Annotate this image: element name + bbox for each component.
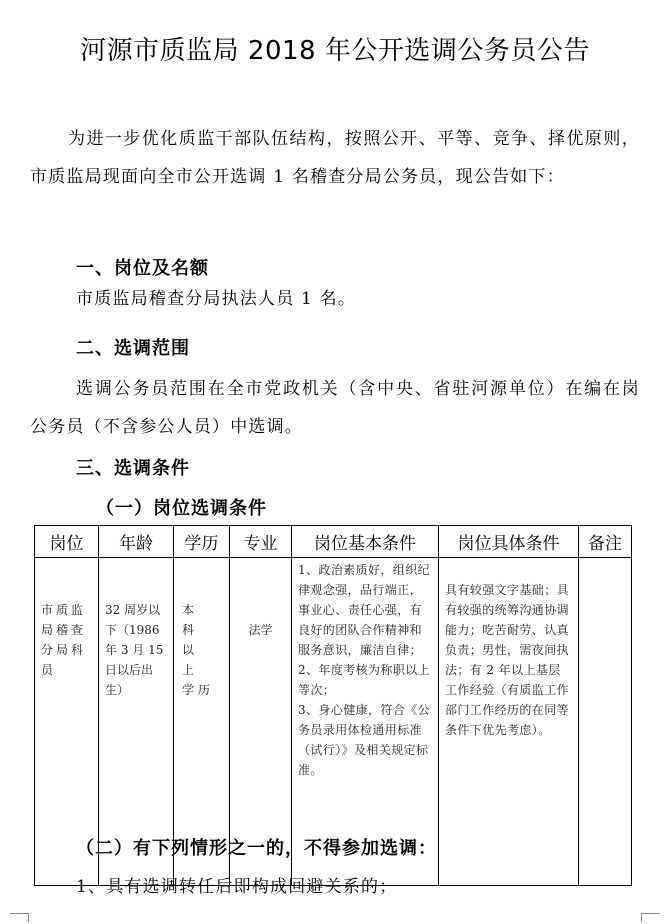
subheading-position-conditions: （一）岗位选调条件 [96,498,267,519]
subheading-exclusions: （二）有下列情形之一的，不得参加选调： [76,838,437,859]
section-heading-conditions: 三、选调条件 [76,458,190,479]
exclusion-item-1: 1、具有选调转任后即构成回避关系的； [76,877,398,897]
header-age: 年龄 [99,526,174,558]
positions-text: 市质监局稽查分局执法人员 1 名。 [76,289,357,309]
cell-notes [579,558,632,886]
page-corner-mark-left [10,913,29,922]
basic-condition-1: 1、政治素质好，组织纪律观念强，品行端正，事业心、责任心强，有良好的团队合作精神和服务意识，廉洁自律； [298,563,431,657]
conditions-table [34,525,632,886]
basic-condition-3: 3、身心健康，符合《公务员录用体检通用标准（试行）》及相关规定标准。 [298,703,431,777]
cell-major: 法学 [230,558,292,886]
header-education: 学历 [174,526,230,558]
page-title: 河源市质监局 2018 年公开选调公务员公告 [80,36,590,66]
cell-specific-conditions: 具有较强文字基础；具有较强的统筹沟通协调能力；吃苦耐劳、认真负责；男性，需夜间执法；有 2 年以上基层工作经验（有质监工作部门工作经历的在同等条件下优先考虑）。 [439,558,579,886]
scope-paragraph: 选调公务员范围在全市党政机关（含中央、省驻河源单位）在编在岗公务员（不含参公人员）中选调。 [30,379,640,437]
table-header-row [35,526,632,558]
cell-education: 本 科 以 上 学历 [174,558,230,886]
cell-position: 市质监局稽查分局科员 [35,558,99,886]
basic-condition-2: 2、年度考核为称职以上等次； [298,663,431,697]
header-position: 岗位 [35,526,99,558]
page-corner-mark-right [641,913,660,922]
header-notes: 备注 [579,526,632,558]
section-heading-positions: 一、岗位及名额 [76,258,209,279]
header-basic-conditions: 岗位基本条件 [292,526,439,558]
header-specific-conditions: 岗位具体条件 [439,526,579,558]
section-heading-scope: 二、选调范围 [76,338,190,359]
header-major: 专业 [230,526,292,558]
intro-paragraph: 为进一步优化质监干部队伍结构，按照公开、平等、竞争、择优原则，市质监局现面向全市公开选调 1 名稽查分局公务员，现公告如下： [30,129,640,187]
cell-age: 32 周岁以下（1986 年 3 月 15 日以后出生） [99,558,174,886]
